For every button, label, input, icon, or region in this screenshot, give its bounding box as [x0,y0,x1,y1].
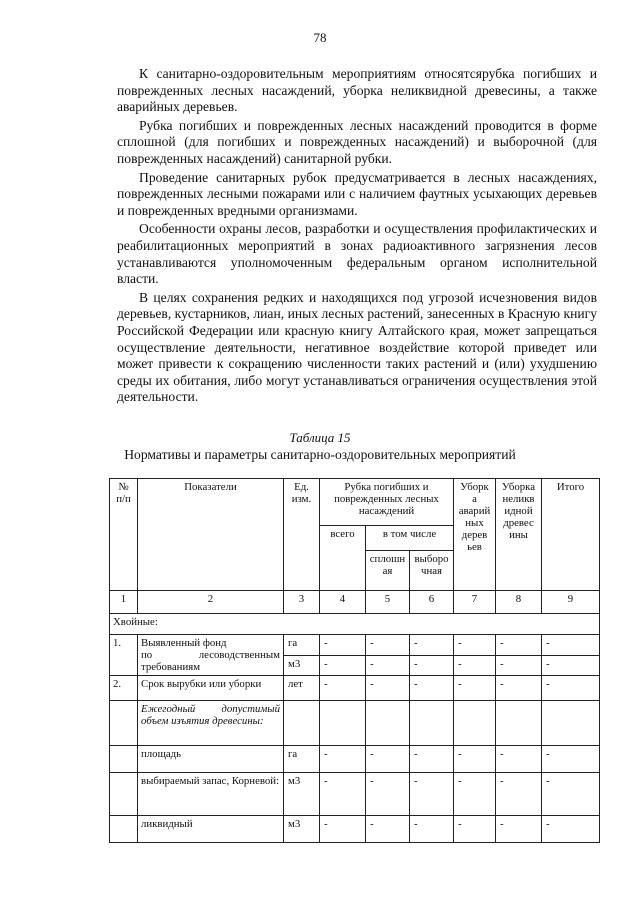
value-cell [496,701,542,746]
value-cell: - [410,773,454,816]
value-cell [542,701,600,746]
value-cell: - [542,773,600,816]
unit-cell [284,701,320,746]
value-cell: - [410,635,454,656]
value-cell: - [542,655,600,676]
unit-cell: м3 [284,816,320,843]
col-num-2: 2 [138,591,284,614]
header-num: № п/п [110,479,138,591]
value-cell: - [542,746,600,773]
value-cell: - [454,676,496,701]
header-unit: Ед. изм. [284,479,320,591]
value-cell [320,701,366,746]
header-total: всего [320,526,366,591]
row-label: площадь [138,746,284,773]
value-cell: - [496,773,542,816]
header-felling: Рубка погибших и поврежденных лесных насаждений [320,479,454,526]
row-num [110,701,138,746]
value-cell: - [496,655,542,676]
value-cell: - [410,676,454,701]
value-cell: - [410,655,454,676]
value-cell: - [410,816,454,843]
row-label-line: по лесоводственным требованиям [141,649,280,673]
table-title: Нормативы и параметры санитарно-оздоровительных мероприятий [124,447,516,462]
value-cell: - [496,746,542,773]
value-cell: - [320,773,366,816]
value-cell: - [320,635,366,656]
value-cell: - [454,635,496,656]
body-text [117,66,597,408]
header-sum: Итого [542,479,600,591]
section-row [110,614,600,635]
row-num [110,816,138,843]
table-row [110,635,600,656]
value-cell: - [454,816,496,843]
paragraph-5: В целях сохранения редких и находящихся под угрозой исчезновения видов деревьев, кустарников, лиан, иных лесных растений, занесенных в Красную книгу Российской Федерации или красную книгу Алтайского края, может запрещаться осуществление деятельности, негативное воздействие которой приведет или может привести к сокращению численности таких растений и (или) ухудшению среды их обитания, либо могут устанавливаться ограничения осуществления этой деятельности. [117,289,597,405]
value-cell: - [454,773,496,816]
col-num-5: 5 [366,591,410,614]
value-cell [410,701,454,746]
row-label [138,701,284,746]
table-row [110,816,600,843]
value-cell: - [410,746,454,773]
col-num-8: 8 [496,591,542,614]
paragraph-4: Особенности охраны лесов, разработки и осуществления профилактических и реабилитационных мероприятий в зонах радиоактивного загрязнения лесов устанавливаются уполномоченным федеральным органом исполнительной власти. [117,221,597,287]
unit-cell: м3 [284,773,320,816]
unit-cell: м3 [284,655,320,676]
paragraph-1: К санитарно-оздоровительным мероприятиям относятсярубка погибших и поврежденных лесных насаждений, уборка неликвидной древесины, а также аварийных деревьев. [117,66,597,115]
value-cell: - [496,676,542,701]
header-emergency: Уборк а аварий ных дерев ьев [454,479,496,591]
value-cell [454,701,496,746]
col-num-7: 7 [454,591,496,614]
value-cell: - [320,655,366,676]
value-cell: - [496,635,542,656]
value-cell: - [320,816,366,843]
value-cell: - [496,816,542,843]
header-selective: выборо чная [410,551,454,591]
col-num-1: 1 [110,591,138,614]
unit-cell: га [284,746,320,773]
value-cell: - [454,746,496,773]
header-indicator: Показатели [138,479,284,591]
header-including: в том числе [366,526,454,551]
table-row [110,773,600,816]
row-label: выбираемый запас, Корневой: [138,773,284,816]
row-num [110,773,138,816]
table-row [110,701,600,746]
norms-table [109,478,600,843]
table-row [110,746,600,773]
paragraph-3: Проведение санитарных рубок предусматривается в лесных насаждениях, поврежденных лесными пожарами или с наличием фаутных усыхающих деревьев и поврежденных вредными организмами. [117,169,597,218]
value-cell: - [366,746,410,773]
row-label [138,635,284,676]
value-cell: - [542,816,600,843]
table-row [110,676,600,701]
value-cell [366,701,410,746]
header-clear: сплошн ая [366,551,410,591]
column-number-row [110,591,600,614]
value-cell: - [366,635,410,656]
value-cell: - [454,655,496,676]
paragraph-2: Рубка погибших и поврежденных лесных насаждений проводится в форме сплошной (для погибших и поврежденных насаждений) и выборочной (для поврежденных насаждений) санитарной рубки. [117,117,597,166]
col-num-6: 6 [410,591,454,614]
row-label: ликвидный [138,816,284,843]
value-cell: - [366,773,410,816]
value-cell: - [366,676,410,701]
value-cell: - [320,676,366,701]
value-cell: - [542,676,600,701]
table-caption: Таблица 15 [289,430,351,445]
row-num: 2. [110,676,138,701]
row-label: Срок вырубки или уборки [138,676,284,701]
header-illiquid: Уборка неликв идной древес ины [496,479,542,591]
unit-cell: га [284,635,320,656]
row-label-line: Ежегодный допустимый объем изъятия древесины: [141,703,280,727]
section-coniferous: Хвойные: [110,614,600,635]
col-num-9: 9 [542,591,600,614]
col-num-4: 4 [320,591,366,614]
value-cell: - [320,746,366,773]
unit-cell: лет [284,676,320,701]
value-cell: - [366,816,410,843]
row-num [110,746,138,773]
row-label-line: Выявленный фонд [141,637,227,649]
page-number: 78 [313,30,327,45]
col-num-3: 3 [284,591,320,614]
table-header-row [110,479,600,526]
value-cell: - [366,655,410,676]
value-cell: - [542,635,600,656]
row-num: 1. [110,635,138,676]
